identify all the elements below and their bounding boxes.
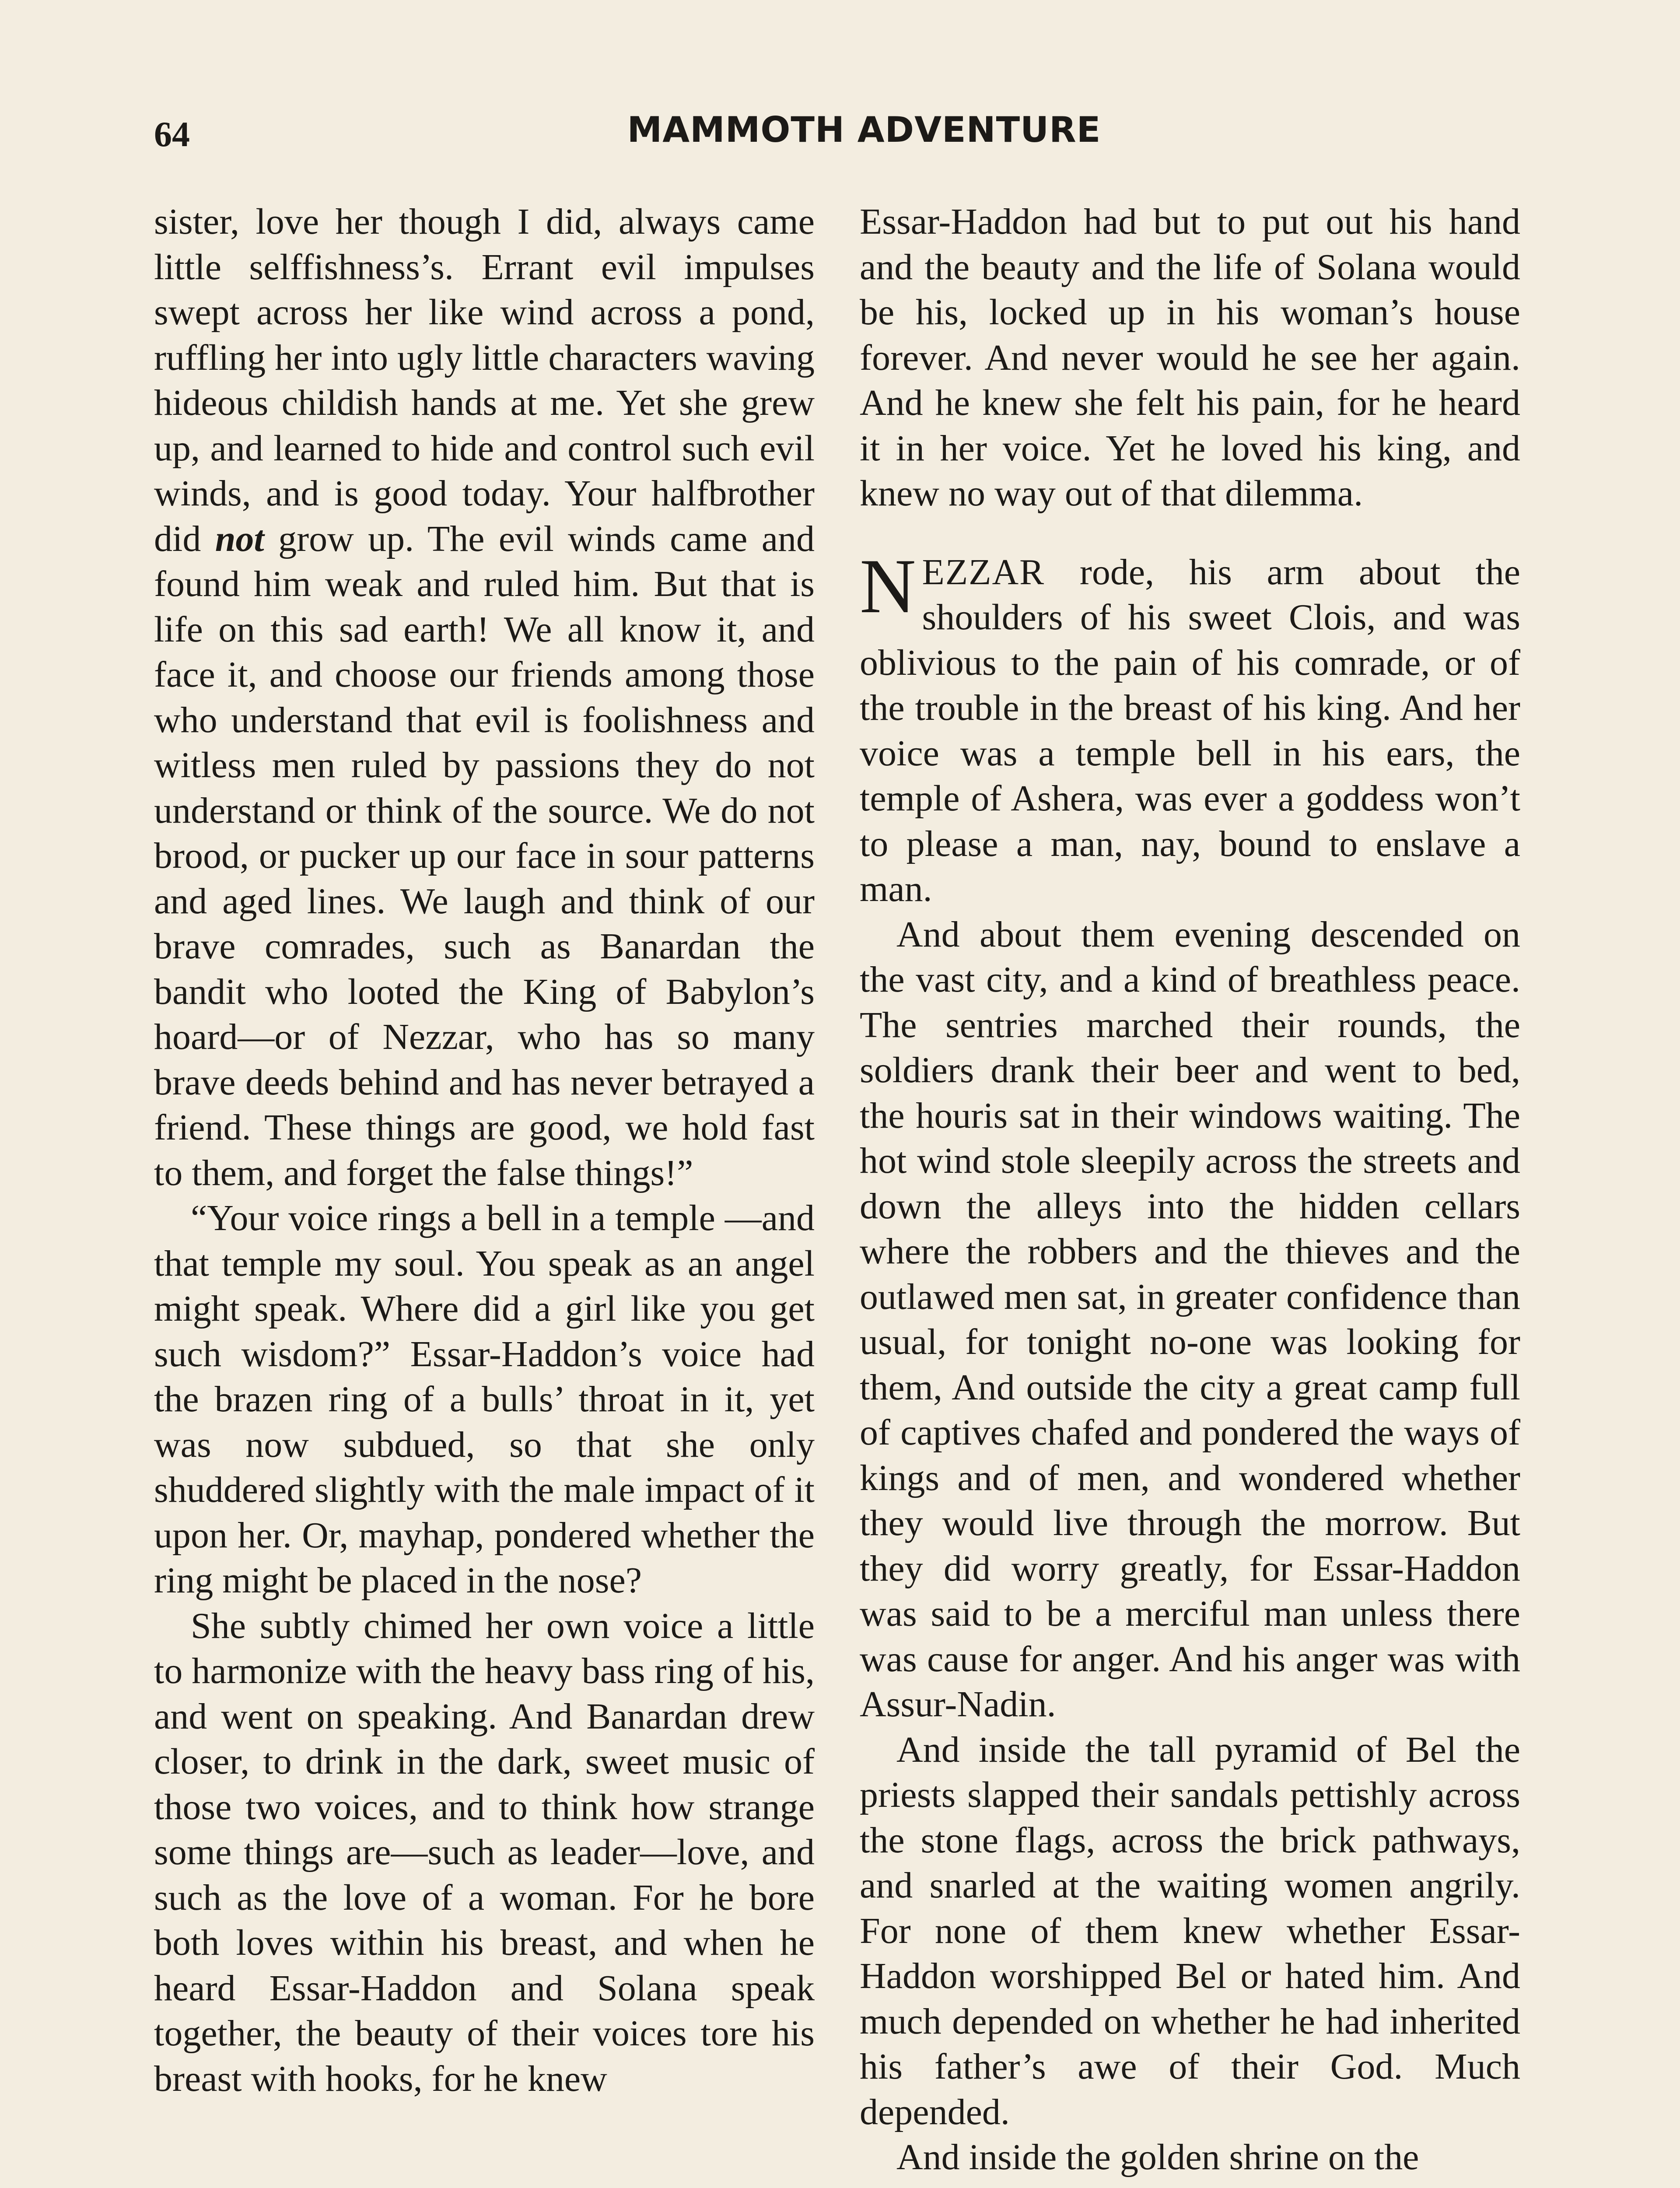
- small-caps-text: EZZAR: [922, 551, 1045, 593]
- paragraph: She subtly chimed her own voice a little to harmonize with the heavy bass ring of his, and went on speaking. And Banardan drew closer, to drink in the dark, sweet music of those two voices, and to think how strange some things are—such as leader—love, and such as the love of a woman. For he bore both loves within his breast, and when he heard Essar-Haddon and Solana speak together, the beauty of their voices tore his breast with hooks, for he knew: [154, 1605, 815, 2099]
- paragraph: [154, 199, 815, 1196]
- paragraph-text: rode, his arm about the shoulders of his sweet Clois, and was oblivious to the pain of his comrade, or of the trouble in the breast of his king. And her voice was a temple bell in his ears, the temple of Ashera, was ever a goddess won’t to please a man, nay, bound to enslave a man.: [860, 551, 1521, 909]
- paragraph: Essar-Haddon had but to put out his hand and the beauty and the life of Solana would be his, locked up in his woman’s house forever. And never would he see her again. And he knew she felt his pain, for he heard it in her voice. Yet he loved his king, and knew no way out of that dilemma.: [860, 201, 1520, 514]
- emphasis-text: not: [215, 518, 264, 559]
- paragraph-text: grow up. The evil winds came and found him weak and ruled him. But that is life on this sad earth! We all know it, and face it, and choose our friends among those who understand that evil is foolishness and witless men ruled by passions they do not understand or think of the source. We do not brood, or pucker up our face in sour patterns and aged lines. We laugh and think of our brave comrades, such as Banardan the bandit who looted the King of Babylon’s hoard—or of Nezzar, who has so many brave deeds behind and has never betrayed a friend. These things are good, we hold fast to them, and forget the false things!”: [154, 518, 815, 1193]
- running-head: MAMMOTH ADVENTURE: [627, 109, 1101, 150]
- paragraph: And inside the tall pyramid of Bel the priests slapped their sandals pettishly across the stone flags, across the brick pathways, and snarled at the waiting women angrily. For none of them knew whether Essar-Haddon worshipped Bel or hated him. And much depended on whether he had inherited his father’s awe of their God. Much depended.: [860, 1729, 1520, 2132]
- left-column: [154, 199, 815, 2101]
- paragraph: And about them evening descended on the vast city, and a kind of breathless peace. The sentries marched their rounds, the soldiers drank their beer and went to bed, the houris sat in their windows waiting. The hot wind stole sleepily across the streets and down the alleys into the hidden cellars where the robbers and the thieves and the outlawed men sat, in greater confidence than usual, for tonight no-one was looking for them, And outside the city a great camp full of captives chafed and pondered the ways of kings and of men, and wondered whether they would live through the morrow. But they did worry greatly, for Essar-Haddon was said to be a merciful man unless there was cause for anger. And his anger was with Assur-Nadin.: [860, 914, 1520, 1725]
- right-column: [860, 199, 1520, 2180]
- section-opening-paragraph: [860, 542, 1521, 912]
- paragraph-text: sister, love her though I did, always came little selffishness’s. Errant evil impulses swept across her like wind across a pond, ruffling her into ugly little characters waving hideous childish hands at me. Yet she grew up, and learned to hide and control such evil winds, and is good today. Your halfbrother did: [154, 201, 815, 559]
- page-number: 64: [154, 114, 190, 154]
- drop-cap: N: [860, 542, 916, 629]
- paragraph: And inside the golden shrine on the: [896, 2137, 1419, 2177]
- paragraph: “Your voice rings a bell in a temple —and that temple my soul. You speak as an angel might speak. Where did a girl like you get such wisdom?” Essar-Haddon’s voice had the brazen ring of a bulls’ throat in it, yet was now subdued, so that she only shuddered slightly with the male impact of it upon her. Or, mayhap, pondered whether the ring might be placed in the nose?: [154, 1198, 815, 1601]
